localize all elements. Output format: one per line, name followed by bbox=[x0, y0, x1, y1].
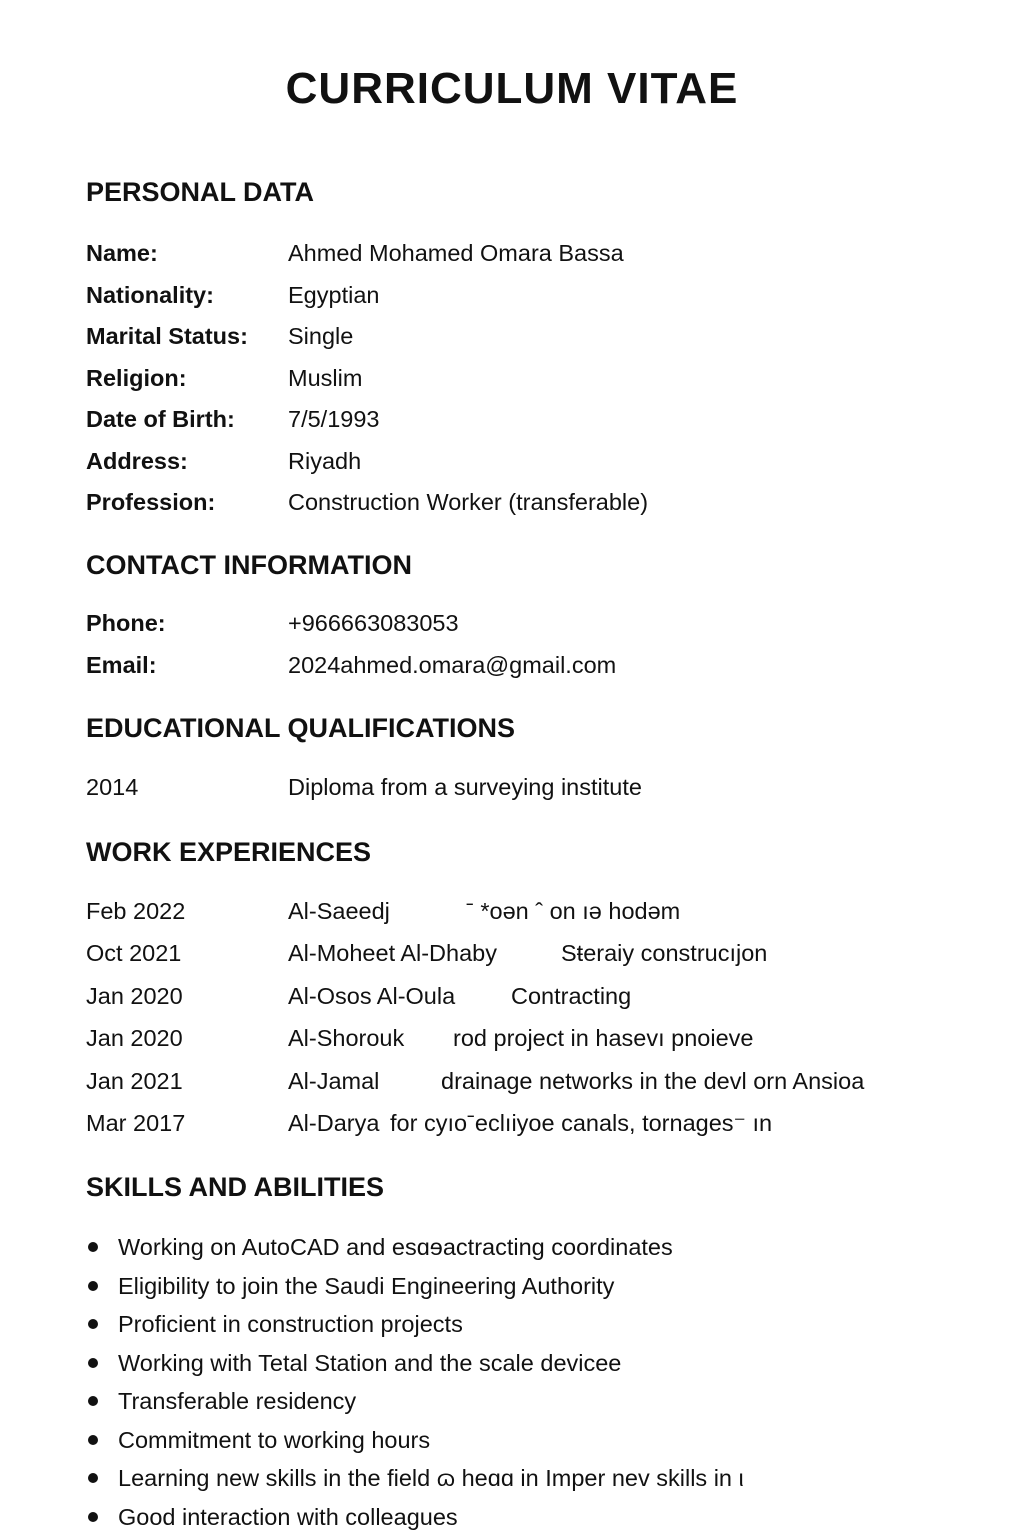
skill-text: Eligibility to join the Saudi Engineering Authority bbox=[118, 1272, 615, 1299]
skill-item bbox=[86, 1459, 744, 1498]
skill-text: Learning new skills in the field ɷ heɑɑ in Imper nev skills in ι bbox=[118, 1465, 744, 1491]
document-title: CURRICULUM VITAE bbox=[285, 64, 739, 113]
work-company: Al-Darya bbox=[288, 1109, 380, 1136]
work-row bbox=[86, 976, 986, 1018]
work-description: Contracting bbox=[511, 982, 632, 1009]
field-value: Egyptian bbox=[288, 281, 380, 308]
work-date: Oct 2021 bbox=[86, 940, 182, 967]
skill-item bbox=[86, 1267, 744, 1306]
bullet-icon bbox=[88, 1512, 98, 1522]
personal-row-profession bbox=[86, 482, 986, 524]
skill-text: Commitment to working hours bbox=[118, 1426, 431, 1453]
bullet-icon bbox=[88, 1396, 98, 1406]
bullet-icon bbox=[88, 1358, 98, 1368]
skill-item bbox=[86, 1421, 744, 1460]
personal-row-religion bbox=[86, 358, 986, 400]
education-row bbox=[86, 767, 986, 809]
skill-item bbox=[86, 1382, 744, 1421]
skill-text: Working with Tetal Station and the scale devicee bbox=[118, 1349, 622, 1376]
personal-row-dob bbox=[86, 399, 986, 441]
work-row bbox=[86, 933, 986, 975]
skill-item bbox=[86, 1305, 744, 1344]
section-heading-skills: SKILLS AND ABILITIES bbox=[86, 1172, 385, 1202]
field-value: Single bbox=[288, 323, 354, 349]
personal-row-address bbox=[86, 441, 986, 483]
work-list bbox=[86, 891, 986, 1145]
field-value: Riyadh bbox=[288, 447, 362, 474]
field-value: 7/5/1993 bbox=[288, 406, 380, 432]
contact-list bbox=[86, 603, 986, 686]
section-heading-contact: CONTACT INFORMATION bbox=[86, 550, 412, 580]
email-value: 2024ahmed.omara@gmail.com bbox=[288, 651, 617, 678]
contact-row-phone bbox=[86, 603, 986, 645]
work-description: Sŧeraiy construcıjon bbox=[561, 940, 768, 967]
field-label: Nationality: bbox=[86, 281, 214, 308]
skill-item bbox=[86, 1228, 744, 1267]
work-company: Al-Osos Al-Oula bbox=[288, 982, 456, 1009]
field-label: Name: bbox=[86, 240, 158, 266]
field-label: Email: bbox=[86, 651, 157, 678]
field-label: Date of Birth: bbox=[86, 406, 235, 432]
work-date: Jan 2020 bbox=[86, 982, 183, 1009]
work-company: Al-Moheet Al-Dhaby bbox=[288, 940, 497, 967]
work-company: Al-Jamal bbox=[288, 1067, 380, 1094]
personal-row-name bbox=[86, 233, 986, 275]
work-description: for cyıoˉeclıiyoe canals, tornages⁻ ın bbox=[390, 1109, 773, 1136]
personal-row-marital-status bbox=[86, 316, 986, 358]
skill-item bbox=[86, 1498, 744, 1536]
education-year: 2014 bbox=[86, 774, 139, 800]
work-company: Al-Saeedj bbox=[288, 898, 390, 924]
section-heading-personal: PERSONAL DATA bbox=[86, 177, 315, 207]
bullet-icon bbox=[88, 1242, 98, 1252]
work-description: rod project in hasevı pnoieve bbox=[453, 1025, 754, 1052]
field-value: Ahmed Mohamed Omara Bassa bbox=[288, 240, 624, 266]
work-date: Feb 2022 bbox=[86, 898, 186, 924]
work-date: Jan 2020 bbox=[86, 1025, 183, 1052]
work-date: Mar 2017 bbox=[86, 1109, 186, 1136]
work-row bbox=[86, 1061, 986, 1103]
section-heading-education: EDUCATIONAL QUALIFICATIONS bbox=[86, 713, 515, 743]
skill-text: Transferable residency bbox=[118, 1388, 357, 1414]
bullet-icon bbox=[88, 1473, 98, 1483]
work-description: drainage networks in the devl orn Ansioa bbox=[441, 1067, 865, 1094]
field-label: Address: bbox=[86, 447, 188, 474]
work-row bbox=[86, 1103, 986, 1145]
skill-text: Good interaction with colleagues bbox=[118, 1503, 458, 1530]
field-value: Muslim bbox=[288, 364, 363, 391]
skill-text: Proficient in construction projects bbox=[118, 1311, 463, 1337]
work-company: Al-Shorouk bbox=[288, 1025, 405, 1052]
bullet-icon bbox=[88, 1281, 98, 1291]
personal-row-nationality bbox=[86, 275, 986, 317]
bullet-icon bbox=[88, 1435, 98, 1445]
section-heading-work: WORK EXPERIENCES bbox=[86, 837, 372, 867]
field-label: Profession: bbox=[86, 489, 216, 515]
work-date: Jan 2021 bbox=[86, 1067, 183, 1094]
phone-value: +966663083053 bbox=[288, 610, 459, 636]
field-value: Construction Worker (transferable) bbox=[288, 489, 649, 515]
skills-list bbox=[86, 1228, 744, 1536]
field-label: Phone: bbox=[86, 610, 166, 636]
work-row bbox=[86, 891, 986, 933]
education-list bbox=[86, 767, 986, 809]
field-label: Marital Status: bbox=[86, 323, 248, 349]
work-row bbox=[86, 1018, 986, 1060]
bullet-icon bbox=[88, 1319, 98, 1329]
personal-data-list bbox=[86, 233, 986, 524]
skill-item bbox=[86, 1344, 744, 1383]
contact-row-email bbox=[86, 645, 986, 687]
work-description: ˉ *oən ˆ on ıə hodəm bbox=[466, 898, 681, 924]
field-label: Religion: bbox=[86, 364, 187, 391]
education-value: Diploma from a surveying institute bbox=[288, 774, 642, 800]
skill-text: Working on AutoCAD and esɑɘactracting coordinates bbox=[118, 1234, 673, 1260]
